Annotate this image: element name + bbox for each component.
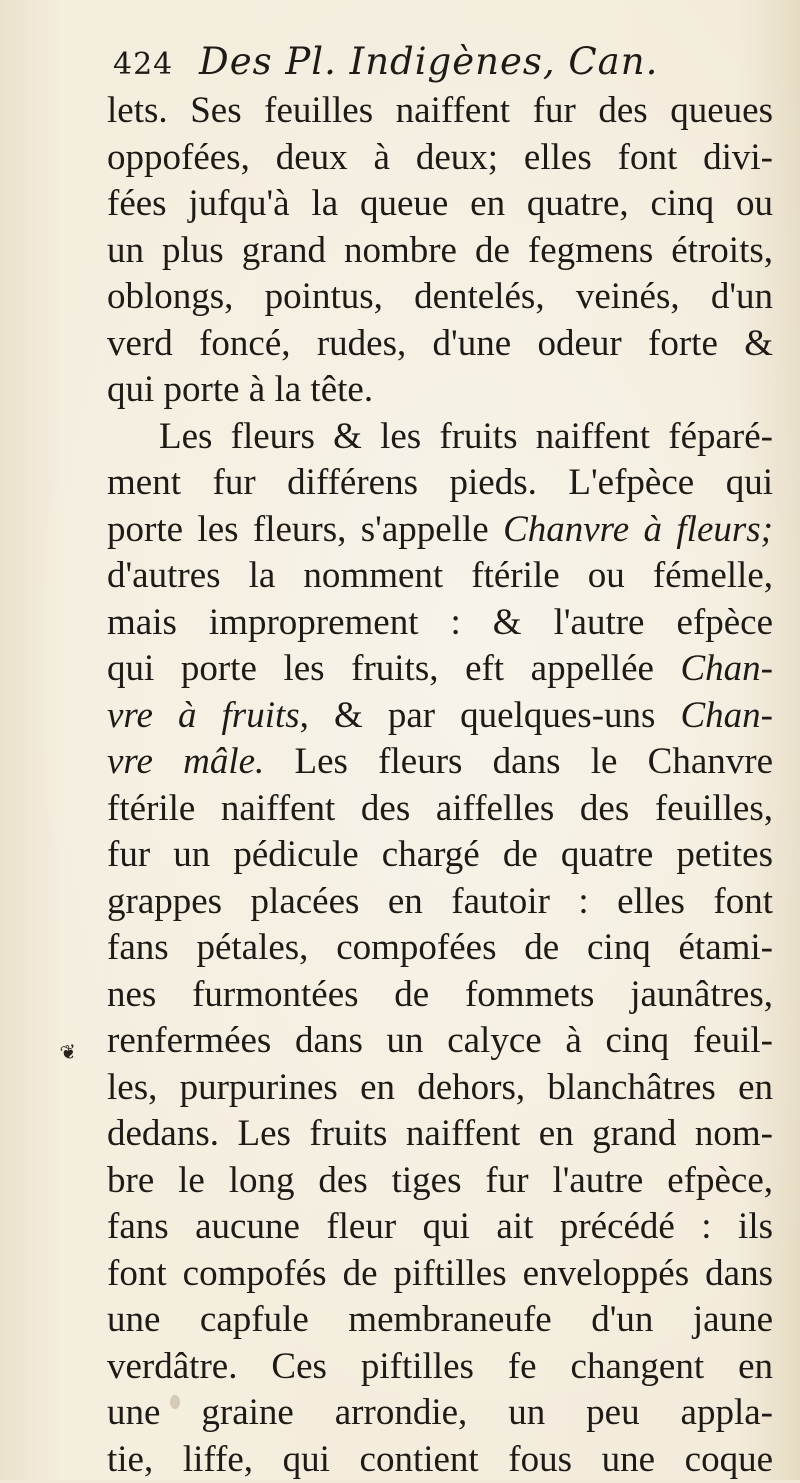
text-line: verd foncé, rudes, d'une odeur forte &	[107, 321, 773, 368]
text-line: grappes placées en fautoir : elles font	[107, 879, 773, 926]
margin-ink-mark: ❦	[58, 1039, 79, 1066]
text-line: fur un pédicule chargé de quatre petites	[107, 832, 773, 879]
text-line: vre à fruits, & par quelques-uns Chan-	[107, 693, 773, 740]
text-line: fans pétales, compofées de cinq étami-	[107, 925, 773, 972]
text-line: les, purpurines en dehors, blanchâtres en	[107, 1065, 773, 1112]
text-line: vre mâle. Les fleurs dans le Chanvre	[107, 739, 773, 786]
text-line: fans aucune fleur qui ait précédé : ils	[107, 1204, 773, 1251]
text-line: fées jufqu'à la queue en quatre, cinq ou	[107, 181, 773, 228]
text-line: dedans. Les fruits naiffent en grand nom-	[107, 1111, 773, 1158]
paper-stain	[170, 1395, 180, 1409]
body-text	[107, 88, 773, 1483]
text-line: mais improprement : & l'autre efpèce	[107, 600, 773, 647]
text-line: font compofés de piftilles enveloppés dans	[107, 1251, 773, 1298]
text-line: une capfule membraneufe d'un jaune	[107, 1297, 773, 1344]
text-line: bre le long des tiges fur l'autre efpèce,	[107, 1158, 773, 1205]
text-line: Les fleurs & les fruits naiffent féparé-	[107, 414, 773, 461]
text-line: verdâtre. Ces piftilles fe changent en	[107, 1344, 773, 1391]
text-line: renfermées dans un calyce à cinq feuil-	[107, 1018, 773, 1065]
text-line: ftérile naiffent des aiffelles des feuilles,	[107, 786, 773, 833]
text-line: d'autres la nomment ftérile ou fémelle,	[107, 553, 773, 600]
running-title: Des Pl. Indigènes, Can.	[199, 40, 658, 83]
page-number: 424	[113, 47, 173, 82]
text-line: une graine arrondie, un peu appla-	[107, 1390, 773, 1437]
text-line: oppofées, deux à deux; elles font divi-	[107, 135, 773, 182]
text-line: nes furmontées de fommets jaunâtres,	[107, 972, 773, 1019]
text-line: ment fur différens pieds. L'efpèce qui	[107, 460, 773, 507]
text-line: qui porte à la tête.	[107, 367, 773, 414]
text-line: tie, liffe, qui contient fous une coque	[107, 1437, 773, 1483]
text-line: un plus grand nombre de fegmens étroits,	[107, 228, 773, 275]
text-line: porte les fleurs, s'appelle Chanvre à fleurs;	[107, 507, 773, 554]
text-line: lets. Ses feuilles naiffent fur des queues	[107, 88, 773, 135]
text-line: oblongs, pointus, dentelés, veinés, d'un	[107, 274, 773, 321]
text-line: qui porte les fruits, eft appellée Chan-	[107, 646, 773, 693]
